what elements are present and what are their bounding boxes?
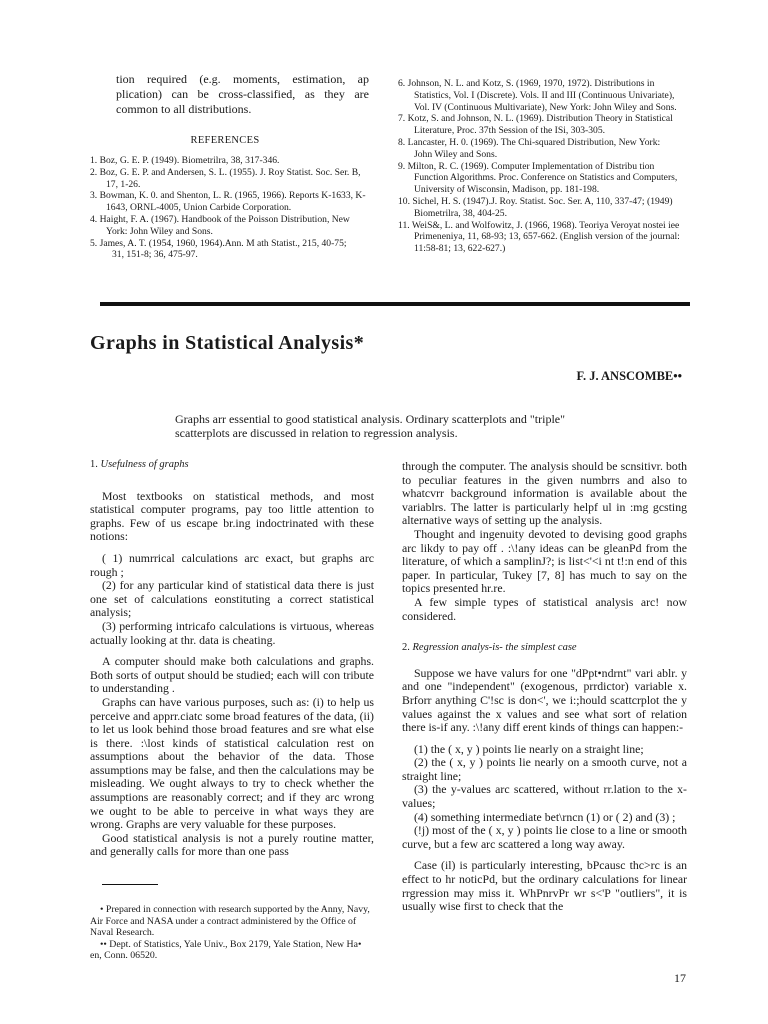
reference-item: 2. Boz, G. E. P. and Andersen, S. L. (1955). J. Roy Statist. Soc. Ser. B, 17, 1-26.: [90, 166, 361, 190]
reference-item: 6. Johnson, N. L. and Kotz, S. (1969, 1970, 1972). Distributions in Statistics, Vol. I (Discrete). Vols. II and III (Continuous Univariate), Vol. IV (Continuous Multivariate), New York: John Wiley and Sons.: [398, 78, 677, 113]
references-heading: REFERENCES: [190, 135, 260, 146]
case-item: (1) the ( x, y ) points lie nearly on a straight line;: [414, 741, 644, 756]
section-title: Regression analys-is- the simplest case: [412, 642, 577, 654]
page-number: 17: [674, 971, 686, 985]
body-paragraph: Case (il) is particularly interesting, bPcausc thc>rc is an effect to hr noticPd, but the ordinary calculations for linear rrgression may miss it. WhPnrvPr wr s<'P "outliers", it is usually wise first to check that the: [402, 858, 687, 914]
body-paragraph: Graphs can have various purposes, such as: (i) to help us perceive and apprr.ciatc some broad features of the data, (ii) to let us look behind those broad features and sre what else is there. :\lost kinds of statistical calculation rest on assumptions about the behavior of the data. Those assumptions may be false, and then the calculations may be misleading. We ought always to try to check whether the assumptions are reasonably correct; and if they arc wrong we ought to be able to perceive in what ways they are wrong. Graphs are very valuable for these purposes.: [90, 694, 374, 832]
reference-item: 3. Bowman, K. 0. and Shenton, L. R. (1965, 1966). Reports K-1633, K-1643, ORNL-4005, Union Carbide Corporation.: [90, 190, 366, 214]
section-title: Usefulness of graphs: [100, 459, 189, 470]
footnote: • Prepared in connection with research supported by the Anny, Navy, Air Force and NASA under a contract administered by the Office of Naval Research.: [90, 904, 370, 939]
footnote-rule: [102, 884, 158, 885]
previous-article-closing-paragraph: tion required (e.g. moments, estimation, ap plication) can be cross-classified, as they are common to all distributions.: [116, 72, 369, 116]
body-paragraph: through the computer. The analysis should be scnsitivr. both to peculiar features in the given numbrrs and also to whatcvrr background information is available about the variablrs. The latter is particularly helpf ul in :mg gcsting alternative ways of setting up the analysis.: [402, 459, 687, 528]
body-column-left: [90, 458, 374, 859]
body-paragraph: A computer should make both calculations and graphs. Both sorts of output should be studied; each will con tribute to understanding .: [90, 654, 374, 696]
section-heading-2: [402, 641, 687, 655]
reference-item: 1. Boz, G. E. P. (1949). Biometrilra, 38, 317-346.: [90, 155, 280, 166]
reference-item: 10. Sichel, H. S. (1947).J. Roy. Statist. Soc. Ser. A, 110, 337-47; (1949) Biometrilra, 38, 404-25.: [398, 195, 673, 219]
reference-item: 7. Kotz, S. and Johnson, N. L. (1969). Distribution Theory in Statistical Literature, Proc. 37th Session of the ISi, 303-305.: [398, 113, 673, 137]
case-item: (4) something intermediate bet\rncn (1) or ( 2) and (3) ;: [414, 809, 676, 824]
body-paragraph: Good statistical analysis is not a purely routine matter, and generally calls for more than one pass: [90, 830, 374, 859]
notion-item: (2) for any particular kind of statistical data there is just one set of calculations eonstituting a correct statistical analysis;: [90, 578, 374, 620]
reference-item: 9. Milton, R. C. (1969). Computer Implementation of Distribu tion Function Algorithms. Proc. Conference on Statistics and Computers, University of Wisconsin, Madison, pp. 181-198.: [398, 160, 678, 196]
body-paragraph: A few simple types of statistical analysis arc! now considered.: [402, 594, 687, 623]
reference-item: 4. Haight, F. A. (1967). Handbook of the Poisson Distribution, New York: John Wiley and Sons.: [90, 213, 350, 237]
body-paragraph: Suppose we have valurs for one "dPpt•ndrnt" vari ablr. y and one "independent" (exogenous, prrdictor) variable x. Brforr anything C'!sc is don<', we i:;hould scattcrplot the y values against the x values and see what sort of relation there is-if any. :\!any diff erent kinds of things can happen:-: [402, 665, 687, 735]
references-list-left: [90, 155, 372, 261]
notion-item: ( 1) numrrical calculations arc exact, but graphs arc rough ;: [90, 550, 374, 579]
article-title: Graphs in Statistical Analysis*: [90, 332, 365, 354]
notion-item: (3) performing intricafo calculations is virtuous, whereas actually looking at thr. data is cheating.: [90, 618, 374, 647]
reference-item: 5. James, A. T. (1954, 1960, 1964).Ann. M ath Statist., 215, 40-75;: [90, 237, 347, 249]
footnote: •• Dept. of Statistics, Yale Univ., Box 2179, Yale Station, New Ha• en, Conn. 06520.: [90, 938, 362, 962]
reference-item-continuation: 31, 151-8; 36, 475-97.: [112, 249, 198, 261]
case-item: (3) the y-values arc scattered, without rr.lation to the x-values;: [402, 782, 687, 811]
section-number: 1.: [90, 459, 98, 470]
case-item: (2) the ( x, y ) points lie nearly on a smooth curve, not a straight line;: [402, 755, 687, 783]
references-list-right: [398, 78, 680, 255]
article-author: F. J. ANSCOMBE••: [576, 369, 682, 383]
section-heading-1: [90, 458, 374, 472]
section-number: 2.: [402, 642, 410, 654]
case-item: (!j) most of the ( x, y ) points lie close to a line or smooth curve, but a few arc scattered a long way away.: [402, 823, 687, 851]
reference-item: 11. WeiS&, L. and Wolfowitz, J. (1966, 1968). Teoriya Veroyat nostei iee Primeneniya, 11, 68-93; 13, 657-662. (English version of the journal: 11:58-81; 13, 622-627.): [398, 219, 680, 255]
body-paragraph: Most textbooks on statistical methods, and most statistical computer programs, pay too little attention to graphs. Few of us escape br.ing indoctrinated with these notions:: [90, 488, 374, 544]
body-paragraph: Thought and ingenuity devoted to devising good graphs arc likdy to pay off . :\!any ideas can be gleanPd from the literature, of which a samplinJ?; is list<'<i nt t!:n end of this paper. In particular, Tukey [7, 8] has much to say on the topics presented hr.re.: [402, 526, 687, 596]
reference-item: 8. Lancaster, H. 0. (1969). The Chi-squared Distribution, New York: John Wiley and Sons.: [398, 136, 661, 160]
article-abstract: Graphs arr essential to good statistical analysis. Ordinary scatterplots and "triple" scatterplots are discussed in relation to regression analysis.: [175, 412, 566, 440]
section-divider-rule: [100, 302, 690, 306]
body-column-right: [402, 460, 687, 914]
footnotes: [90, 904, 374, 962]
